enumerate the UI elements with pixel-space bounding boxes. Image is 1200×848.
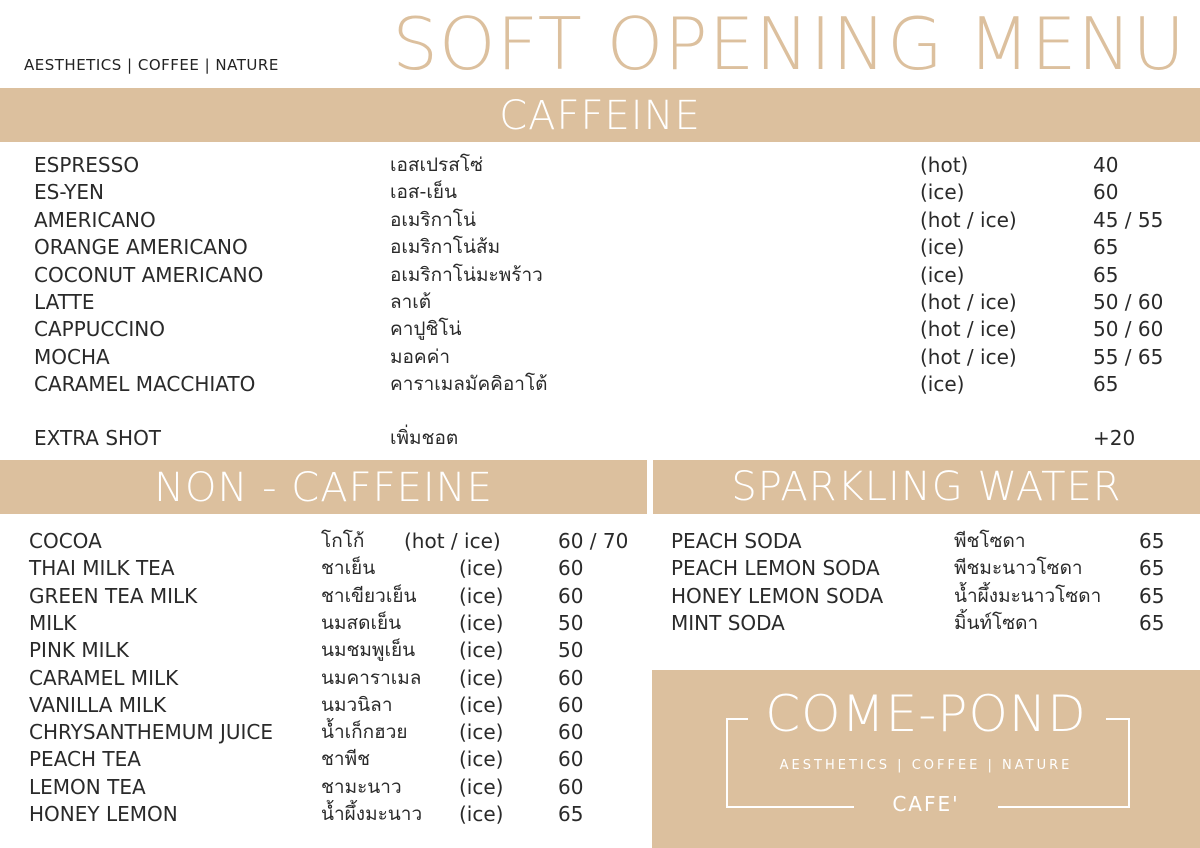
item-serving-type: (ice): [459, 583, 504, 608]
item-serving-type: (ice): [459, 802, 504, 826]
item-serving-type: (ice): [459, 692, 504, 717]
item-price: 60: [1093, 180, 1119, 205]
item-price: 60 / 70: [558, 529, 629, 553]
item-serving-type: (ice): [459, 774, 504, 799]
item-price: 60: [558, 583, 584, 608]
item-thai-name: ชาเขียวเย็น: [321, 584, 417, 607]
item-name: AMERICANO: [34, 207, 156, 232]
item-thai-name: คาราเมลมัคคิอาโต้: [390, 373, 548, 396]
item-thai-name: เอส-เย็น: [390, 181, 457, 204]
item-thai-name: นมชมพูเย็น: [321, 639, 416, 662]
item-name: PEACH SODA: [671, 529, 802, 553]
extra-shot-name: EXTRA SHOT: [34, 426, 162, 450]
page-title: SOFT OPENING MENU: [392, 2, 1186, 86]
item-name: HONEY LEMON SODA: [671, 583, 884, 608]
item-name: VANILLA MILK: [29, 692, 167, 717]
item-price: 60: [558, 556, 584, 581]
non-caffeine-heading: NON - CAFFEINE: [0, 460, 647, 514]
item-price: 60: [558, 665, 584, 690]
logo-cafe: CAFE': [892, 792, 960, 816]
item-thai-name: น้ำผึ้งมะนาวโซดา: [954, 584, 1102, 607]
extra-shot-thai-name: เพิ่มชอต: [390, 427, 459, 449]
item-name: PINK MILK: [29, 638, 129, 663]
item-serving-type: (hot / ice): [920, 207, 1017, 232]
caffeine-heading: CAFFEINE: [0, 88, 1200, 142]
item-price: 60: [558, 747, 584, 772]
item-price: 65: [1139, 556, 1165, 581]
item-serving-type: (ice): [920, 262, 965, 287]
item-thai-name: นมวนิลา: [321, 693, 393, 716]
item-serving-type: (hot / ice): [920, 290, 1017, 314]
item-name: PEACH LEMON SODA: [671, 556, 880, 581]
item-price: 55 / 65: [1093, 344, 1164, 369]
item-price: 65: [1139, 583, 1165, 608]
item-serving-type: (ice): [920, 372, 965, 397]
item-name: HONEY LEMON: [29, 802, 178, 826]
item-serving-type: (ice): [920, 180, 965, 205]
item-price: 60: [558, 720, 584, 745]
extra-shot-price: +20: [1093, 426, 1136, 450]
item-name: CHRYSANTHEMUM JUICE: [29, 720, 273, 745]
item-serving-type: (hot / ice): [920, 317, 1017, 342]
item-name: THAI MILK TEA: [29, 556, 175, 581]
item-name: LEMON TEA: [29, 774, 146, 799]
item-thai-name: นมคาราเมล: [321, 666, 422, 689]
item-thai-name: น้ำเก็กฮวย: [321, 721, 408, 744]
item-thai-name: อเมริกาโน่: [390, 208, 477, 231]
item-serving-type: (ice): [459, 720, 504, 745]
item-name: ES-YEN: [34, 180, 104, 205]
item-thai-name: น้ำผึ้งมะนาว: [321, 803, 423, 825]
item-price: 65: [1093, 235, 1119, 260]
item-name: CARAMEL MACCHIATO: [34, 372, 256, 397]
item-price: 65: [1139, 610, 1165, 635]
item-name: COCOA: [29, 529, 102, 553]
item-serving-type: (ice): [459, 638, 504, 663]
item-price: 65: [1093, 262, 1119, 287]
item-thai-name: อเมริกาโน่มะพร้าว: [390, 263, 543, 286]
item-price: 60: [558, 774, 584, 799]
item-price: 65: [558, 802, 584, 826]
item-thai-name: มิ้นท์โซดา: [954, 611, 1039, 634]
item-name: LATTE: [34, 290, 95, 314]
item-thai-name: ชามะนาว: [321, 775, 402, 798]
item-thai-name: มอคค่า: [390, 345, 451, 368]
item-name: MINT SODA: [671, 610, 785, 635]
item-name: MILK: [29, 610, 77, 635]
item-serving-type: (hot): [920, 153, 969, 177]
item-serving-type: (hot / ice): [404, 529, 501, 553]
item-name: PEACH TEA: [29, 747, 141, 772]
sparkling-water-heading: SPARKLING WATER: [653, 460, 1200, 514]
item-price: 50 / 60: [1093, 290, 1164, 314]
item-serving-type: (ice): [459, 747, 504, 772]
item-price: 60: [558, 692, 584, 717]
item-thai-name: โกโก้: [321, 530, 365, 552]
cafe-logo: [652, 670, 1200, 848]
item-thai-name: พีชมะนาวโซดา: [954, 557, 1083, 580]
item-price: 50: [558, 638, 584, 663]
item-serving-type: (ice): [459, 610, 504, 635]
item-serving-type: (ice): [459, 665, 504, 690]
item-price: 45 / 55: [1093, 207, 1164, 232]
item-serving-type: (ice): [920, 235, 965, 260]
item-thai-name: นมสดเย็น: [321, 611, 402, 634]
item-thai-name: ชาพีช: [321, 748, 370, 771]
item-name: ESPRESSO: [34, 153, 140, 177]
header-tagline: AESTHETICS | COFFEE | NATURE: [24, 56, 279, 74]
item-name: GREEN TEA MILK: [29, 583, 198, 608]
item-price: 65: [1093, 372, 1119, 397]
logo-name: COME-POND: [765, 685, 1087, 743]
item-name: CARAMEL MILK: [29, 665, 179, 690]
item-thai-name: อเมริกาโน่ส้ม: [390, 236, 501, 259]
item-thai-name: พีชโซดา: [954, 530, 1026, 552]
item-thai-name: ลาเต้: [390, 291, 432, 313]
item-price: 50 / 60: [1093, 317, 1164, 342]
item-thai-name: คาปูชิโน่: [390, 318, 462, 341]
item-serving-type: (ice): [459, 556, 504, 581]
item-price: 50: [558, 610, 584, 635]
item-serving-type: (hot / ice): [920, 344, 1017, 369]
logo-tagline: AESTHETICS | COFFEE | NATURE: [779, 758, 1073, 773]
item-price: 65: [1139, 529, 1165, 553]
item-thai-name: ชาเย็น: [321, 557, 376, 580]
item-price: 40: [1093, 153, 1119, 177]
item-thai-name: เอสเปรสโซ่: [390, 154, 483, 176]
item-name: ORANGE AMERICANO: [34, 235, 248, 260]
item-name: CAPPUCCINO: [34, 317, 165, 342]
item-name: COCONUT AMERICANO: [34, 262, 264, 287]
item-name: MOCHA: [34, 344, 110, 369]
